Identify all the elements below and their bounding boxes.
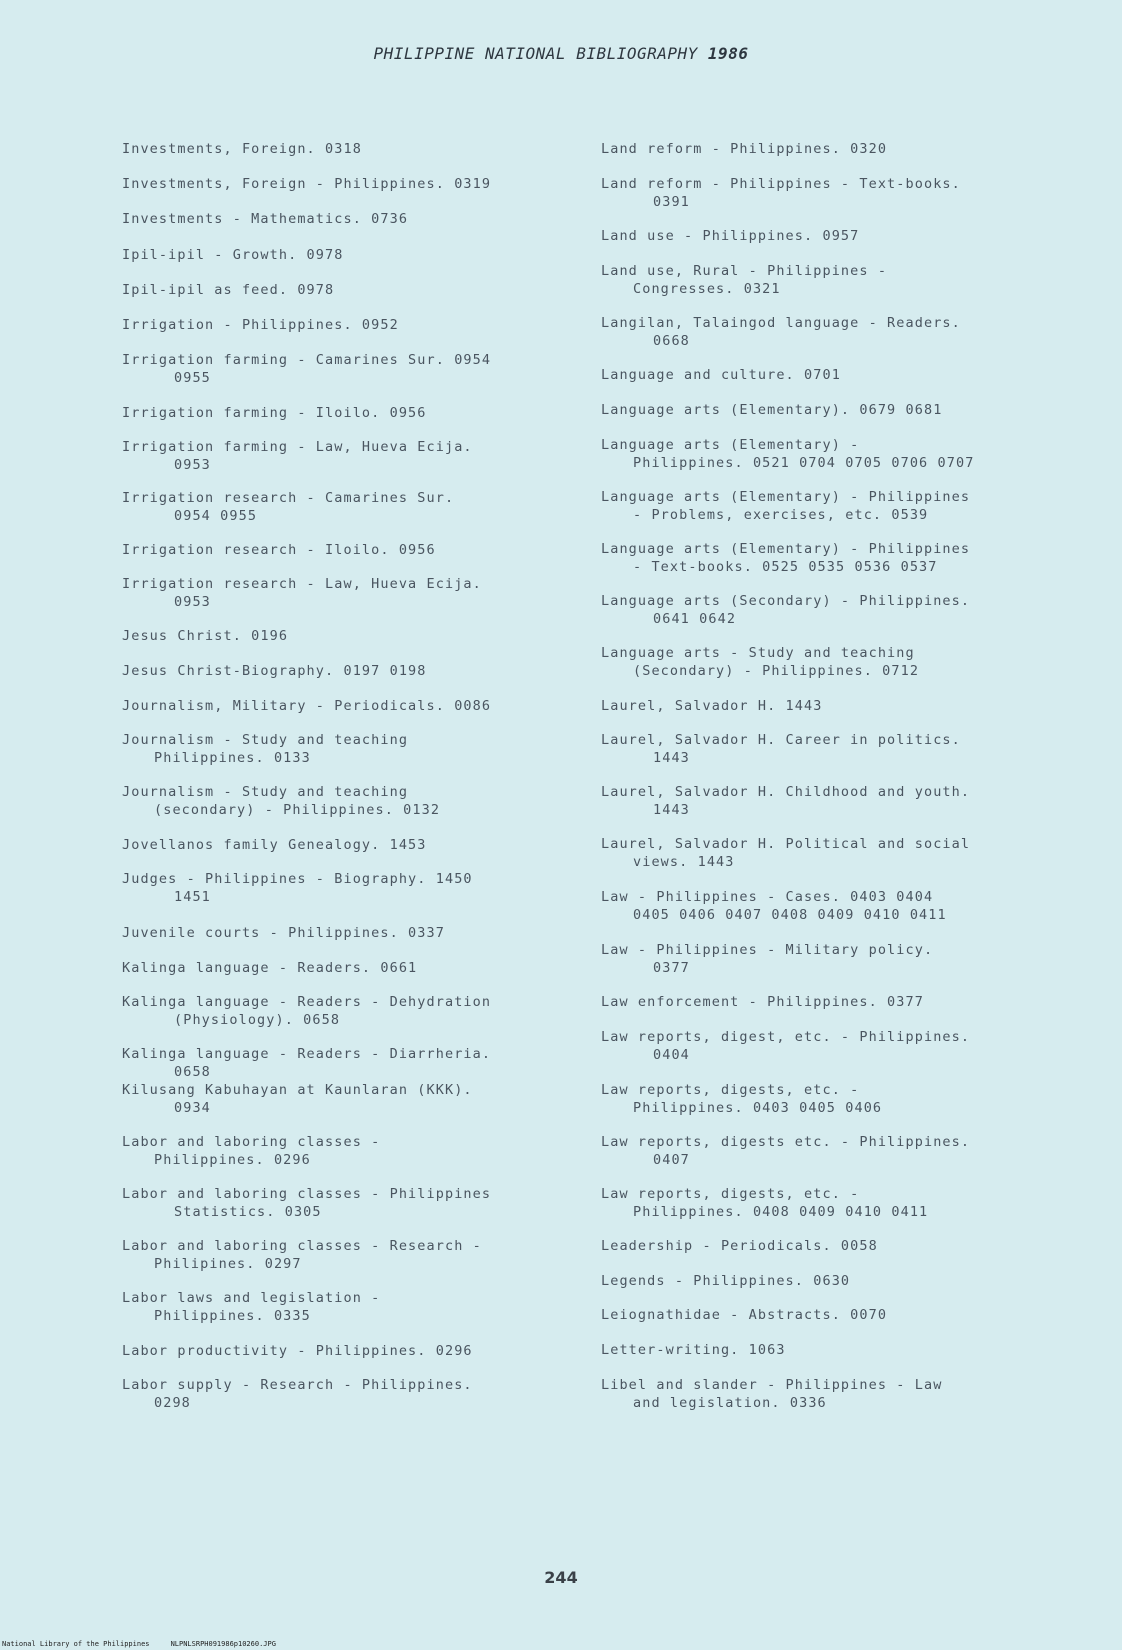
index-entry bbox=[601, 1081, 1061, 1117]
index-entry bbox=[601, 1272, 1061, 1290]
index-entry bbox=[122, 351, 582, 387]
index-heading-continuation: - Text-books. 0525 0535 0536 0537 bbox=[633, 559, 938, 575]
index-heading: Laurel, Salvador H. 1443 bbox=[601, 698, 823, 714]
index-heading-continuation: 0934 bbox=[174, 1100, 211, 1116]
index-heading-continuation: 0641 0642 bbox=[653, 611, 737, 627]
index-entry bbox=[601, 835, 1061, 871]
index-heading: Investments - Mathematics. 0736 bbox=[122, 211, 409, 227]
index-heading: Language arts (Elementary). 0679 0681 bbox=[601, 402, 943, 418]
index-entry bbox=[601, 644, 1061, 680]
index-heading: Leadership - Periodicals. 0058 bbox=[601, 1238, 878, 1254]
index-entry bbox=[122, 1342, 582, 1360]
index-entry bbox=[601, 314, 1061, 350]
index-entry bbox=[122, 1133, 582, 1169]
page-number: 244 bbox=[544, 1568, 578, 1587]
index-entry bbox=[122, 924, 582, 942]
index-entry bbox=[122, 1376, 582, 1412]
index-heading: Laurel, Salvador H. Career in politics. bbox=[601, 732, 961, 748]
index-heading-continuation: Philippines. 0521 0704 0705 0706 0707 bbox=[633, 455, 975, 471]
index-heading: Labor and laboring classes - Research - bbox=[122, 1238, 482, 1254]
index-entry bbox=[601, 888, 1061, 924]
index-entry bbox=[122, 697, 582, 715]
index-heading-continuation: 0954 0955 bbox=[174, 508, 258, 524]
bibliography-year: 1986 bbox=[707, 44, 749, 63]
index-entry bbox=[601, 783, 1061, 819]
index-entry bbox=[601, 488, 1061, 524]
index-entry bbox=[122, 1081, 582, 1117]
index-heading: Irrigation research - Camarines Sur. bbox=[122, 490, 455, 506]
index-entry bbox=[122, 783, 582, 819]
index-heading-continuation: 0298 bbox=[154, 1395, 191, 1411]
index-heading: Letter-writing. 1063 bbox=[601, 1342, 786, 1358]
index-heading-continuation: 0658 bbox=[174, 1064, 211, 1080]
index-heading: Leiognathidae - Abstracts. 0070 bbox=[601, 1307, 888, 1323]
index-heading: Language arts (Elementary) - Philippines bbox=[601, 489, 971, 505]
index-entry bbox=[122, 1237, 582, 1273]
index-entry bbox=[122, 140, 582, 158]
index-entry bbox=[601, 697, 1061, 715]
index-heading-continuation: Philippines. 0403 0405 0406 bbox=[633, 1100, 883, 1116]
index-entry bbox=[601, 941, 1061, 977]
index-heading: Journalism - Study and teaching bbox=[122, 732, 409, 748]
index-heading-continuation: Philippines. 0133 bbox=[154, 750, 311, 766]
index-heading-continuation: Philipines. 0297 bbox=[154, 1256, 302, 1272]
index-entry bbox=[122, 210, 582, 228]
index-heading: Ipil-ipil - Growth. 0978 bbox=[122, 247, 344, 263]
index-entry bbox=[601, 1185, 1061, 1221]
index-heading-continuation: (secondary) - Philippines. 0132 bbox=[154, 802, 441, 818]
index-heading: Journalism, Military - Periodicals. 0086 bbox=[122, 698, 492, 714]
page-title bbox=[0, 44, 1122, 63]
index-heading: Libel and slander - Philippines - Law bbox=[601, 1377, 943, 1393]
index-entry bbox=[601, 401, 1061, 419]
index-heading-continuation: - Problems, exercises, etc. 0539 bbox=[633, 507, 929, 523]
index-heading: Labor and laboring classes - Philippines bbox=[122, 1186, 492, 1202]
index-entry bbox=[601, 175, 1061, 211]
index-entry bbox=[601, 993, 1061, 1011]
index-heading-continuation: 0391 bbox=[653, 194, 690, 210]
index-entry bbox=[122, 438, 582, 474]
index-entry bbox=[601, 540, 1061, 576]
index-heading: Irrigation farming - Camarines Sur. 0954 bbox=[122, 352, 492, 368]
index-entry bbox=[601, 1028, 1061, 1064]
index-heading: Ipil-ipil as feed. 0978 bbox=[122, 282, 335, 298]
index-heading-continuation: 1451 bbox=[174, 889, 211, 905]
index-entry bbox=[122, 246, 582, 264]
index-heading-continuation: Philippines. 0296 bbox=[154, 1152, 311, 1168]
index-heading: Language arts (Elementary) - Philippines bbox=[601, 541, 971, 557]
index-entry bbox=[122, 575, 582, 611]
index-entry bbox=[601, 1306, 1061, 1324]
bibliography-title: PHILIPPINE NATIONAL BIBLIOGRAPHY bbox=[373, 44, 698, 63]
index-heading: Labor supply - Research - Philippines. bbox=[122, 1377, 473, 1393]
index-heading: Labor laws and legislation - bbox=[122, 1290, 381, 1306]
index-entry bbox=[122, 1185, 582, 1221]
index-heading: Irrigation research - Iloilo. 0956 bbox=[122, 542, 436, 558]
index-heading: Law enforcement - Philippines. 0377 bbox=[601, 994, 924, 1010]
index-heading: Law - Philippines - Cases. 0403 0404 bbox=[601, 889, 934, 905]
index-heading-continuation: 0404 bbox=[653, 1047, 690, 1063]
index-entry bbox=[122, 404, 582, 422]
index-entry bbox=[601, 1237, 1061, 1255]
index-heading: Land reform - Philippines - Text-books. bbox=[601, 176, 961, 192]
index-heading-continuation: and legislation. 0336 bbox=[633, 1395, 827, 1411]
index-heading: Juvenile courts - Philippines. 0337 bbox=[122, 925, 445, 941]
index-heading-continuation: 0377 bbox=[653, 960, 690, 976]
index-entry bbox=[122, 959, 582, 977]
index-heading: Land reform - Philippines. 0320 bbox=[601, 141, 888, 157]
index-heading: Investments, Foreign. 0318 bbox=[122, 141, 362, 157]
index-heading: Labor and laboring classes - bbox=[122, 1134, 381, 1150]
index-entry bbox=[122, 993, 582, 1029]
index-entry bbox=[122, 489, 582, 525]
index-heading: Language arts (Elementary) - bbox=[601, 437, 860, 453]
index-heading: Kalinga language - Readers - Dehydration bbox=[122, 994, 492, 1010]
index-heading: Journalism - Study and teaching bbox=[122, 784, 409, 800]
index-heading: Irrigation farming - Law, Hueva Ecija. bbox=[122, 439, 473, 455]
index-heading: Laurel, Salvador H. Childhood and youth. bbox=[601, 784, 971, 800]
index-entry bbox=[122, 1045, 582, 1081]
index-heading-continuation: 1443 bbox=[653, 750, 690, 766]
index-entry bbox=[122, 1289, 582, 1325]
index-heading: Language arts - Study and teaching bbox=[601, 645, 915, 661]
index-heading: Law - Philippines - Military policy. bbox=[601, 942, 934, 958]
index-entry bbox=[122, 662, 582, 680]
index-entry bbox=[601, 227, 1061, 245]
index-heading-continuation: Philippines. 0335 bbox=[154, 1308, 311, 1324]
index-heading: Kalinga language - Readers - Diarrheria. bbox=[122, 1046, 492, 1062]
index-heading: Language arts (Secondary) - Philippines. bbox=[601, 593, 971, 609]
index-heading-continuation: 0668 bbox=[653, 333, 690, 349]
index-heading: Land use - Philippines. 0957 bbox=[601, 228, 860, 244]
index-heading: Irrigation research - Law, Hueva Ecija. bbox=[122, 576, 482, 592]
index-heading: Kalinga language - Readers. 0661 bbox=[122, 960, 418, 976]
index-heading: Jesus Christ-Biography. 0197 0198 bbox=[122, 663, 427, 679]
index-heading-continuation: views. 1443 bbox=[633, 854, 735, 870]
index-entry bbox=[122, 627, 582, 645]
index-heading: Judges - Philippines - Biography. 1450 bbox=[122, 871, 473, 887]
index-entry bbox=[122, 541, 582, 559]
index-entry bbox=[601, 262, 1061, 298]
index-entry bbox=[122, 731, 582, 767]
index-heading: Irrigation farming - Iloilo. 0956 bbox=[122, 405, 427, 421]
index-heading-continuation: 0955 bbox=[174, 370, 211, 386]
index-heading: Investments, Foreign - Philippines. 0319 bbox=[122, 176, 492, 192]
index-entry bbox=[122, 281, 582, 299]
index-entry bbox=[601, 1133, 1061, 1169]
index-entry bbox=[122, 316, 582, 334]
index-entry bbox=[601, 1376, 1061, 1412]
index-heading: Labor productivity - Philippines. 0296 bbox=[122, 1343, 473, 1359]
index-entry bbox=[601, 436, 1061, 472]
index-heading: Jesus Christ. 0196 bbox=[122, 628, 289, 644]
index-entry bbox=[122, 836, 582, 854]
index-heading: Language and culture. 0701 bbox=[601, 367, 841, 383]
index-heading: Legends - Philippines. 0630 bbox=[601, 1273, 851, 1289]
index-heading-continuation: 0953 bbox=[174, 457, 211, 473]
index-heading-continuation: Statistics. 0305 bbox=[174, 1204, 322, 1220]
index-heading: Laurel, Salvador H. Political and social bbox=[601, 836, 971, 852]
index-entry bbox=[601, 1341, 1061, 1359]
index-entry bbox=[122, 175, 582, 193]
index-heading: Land use, Rural - Philippines - bbox=[601, 263, 888, 279]
index-heading-continuation: 0407 bbox=[653, 1152, 690, 1168]
index-entry bbox=[601, 366, 1061, 384]
index-heading: Irrigation - Philippines. 0952 bbox=[122, 317, 399, 333]
index-heading: Law reports, digests, etc. - bbox=[601, 1186, 860, 1202]
index-heading: Kilusang Kabuhayan at Kaunlaran (KKK). bbox=[122, 1082, 473, 1098]
index-heading-continuation: 0405 0406 0407 0408 0409 0410 0411 bbox=[633, 907, 947, 923]
index-heading-continuation: 1443 bbox=[653, 802, 690, 818]
index-heading: Law reports, digest, etc. - Philippines. bbox=[601, 1029, 971, 1045]
footer-credit: National Library of the Philippines NLPNLSRPH091986p10260.JPG bbox=[2, 1640, 276, 1648]
index-entry bbox=[601, 140, 1061, 158]
index-heading-continuation: Congresses. 0321 bbox=[633, 281, 781, 297]
index-heading-continuation: (Physiology). 0658 bbox=[174, 1012, 341, 1028]
index-heading-continuation: 0953 bbox=[174, 594, 211, 610]
index-heading: Law reports, digests etc. - Philippines. bbox=[601, 1134, 971, 1150]
index-entry bbox=[601, 731, 1061, 767]
index-heading: Law reports, digests, etc. - bbox=[601, 1082, 860, 1098]
index-heading: Langilan, Talaingod language - Readers. bbox=[601, 315, 961, 331]
index-entry bbox=[601, 592, 1061, 628]
index-heading-continuation: (Secondary) - Philippines. 0712 bbox=[633, 663, 920, 679]
index-entry bbox=[122, 870, 582, 906]
index-heading-continuation: Philippines. 0408 0409 0410 0411 bbox=[633, 1204, 929, 1220]
index-heading: Jovellanos family Genealogy. 1453 bbox=[122, 837, 427, 853]
